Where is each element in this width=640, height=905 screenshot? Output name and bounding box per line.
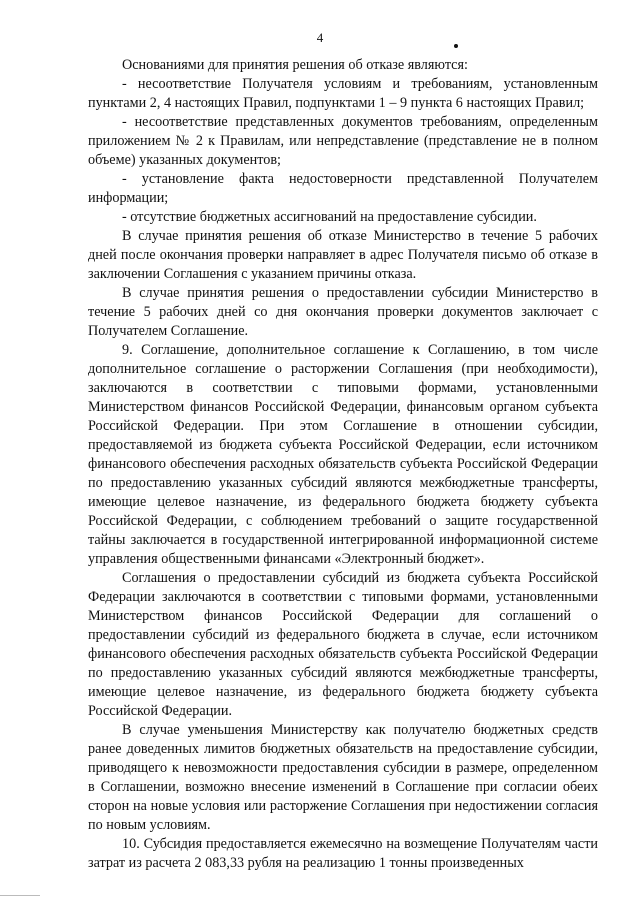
paragraph-approval-agreement: В случае принятия решения о предоставлении субсидии Министерство в течение 5 рабочих дней со дня окончания проверки документов заключает с Получателем Соглашение. [88, 285, 598, 339]
paragraph-agreements-forms: Соглашения о предоставлении субсидий из бюджета субъекта Российской Федерации заключаются в соответствии с типовыми формами, установленными Министерством финансов Российской Федерации для соглашений о предоставлении субсидий из федерального бюджета в случае, если источником финансового обеспечения расходных обязательств субъекта Российской Федерации по предоставлению указанных субсидий являются межбюджетные трансферты, имеющие целевое назначение, из федерального бюджета бюджету субъекта Российской Федерации. [88, 570, 598, 719]
list-item-grounds-4: - отсутствие бюджетных ассигнований на предоставление субсидии. [122, 209, 537, 225]
paragraph-section-10: 10. Субсидия предоставляется ежемесячно на возмещение Получателям части затрат из расчета 2 083,33 рубля на реализацию 1 тонны произведенных [88, 836, 598, 871]
scan-edge-line [0, 895, 40, 896]
page-number: 4 [316, 30, 324, 45]
scan-mark [454, 44, 458, 48]
paragraph-section-9: 9. Соглашение, дополнительное соглашение к Соглашению, в том числе дополнительное соглашение о расторжении Соглашения (при необходимости), заключаются в соответствии с типовыми формами, установленными Министерством финансов Российской Федерации, финансовым органом субъекта Российской Федерации. При этом Соглашение в отношении субсидии, предоставляемой из бюджета субъекта Российской Федерации, если источником финансового обеспечения расходных обязательств субъекта Российской Федерации по предоставлению указанных субсидий являются межбюджетные трансферты, имеющие целевое назначение, из федерального бюджета бюджету субъекта Российской Федерации, с соблюдением требований о защите государственной тайны заключается в государственной интегрированной информационной системе управления общественными финансами «Электронный бюджет». [88, 342, 598, 567]
document-body [88, 56, 598, 873]
list-item-grounds-3: - установление факта недостоверности представленной Получателем информации; [88, 171, 598, 206]
paragraph-grounds-intro: Основаниями для принятия решения об отказе являются: [122, 57, 468, 73]
paragraph-refusal-notice: В случае принятия решения об отказе Министерство в течение 5 рабочих дней после окончания проверки направляет в адрес Получателя письмо об отказе в заключении Соглашения с указанием причины отказа. [88, 228, 598, 282]
list-item-grounds-1: - несоответствие Получателя условиям и требованиям, установленным пунктами 2, 4 настоящих Правил, подпунктами 1 – 9 пункта 6 настоящих Правил; [88, 76, 598, 111]
paragraph-limits-reduction: В случае уменьшения Министерству как получателю бюджетных средств ранее доведенных лимитов бюджетных обязательств на предоставление субсидии, приводящего к невозможности предоставления субсидии в размере, определенном в Соглашении, возможно внесение изменений в Соглашение при согласии обеих сторон на новые условия или расторжение Соглашения при недостижении согласия по новым условиям. [88, 722, 598, 833]
list-item-grounds-2: - несоответствие представленных документов требованиям, определенным приложением № 2 к Правилам, или непредставление (представление не в полном объеме) указанных документов; [88, 114, 598, 168]
